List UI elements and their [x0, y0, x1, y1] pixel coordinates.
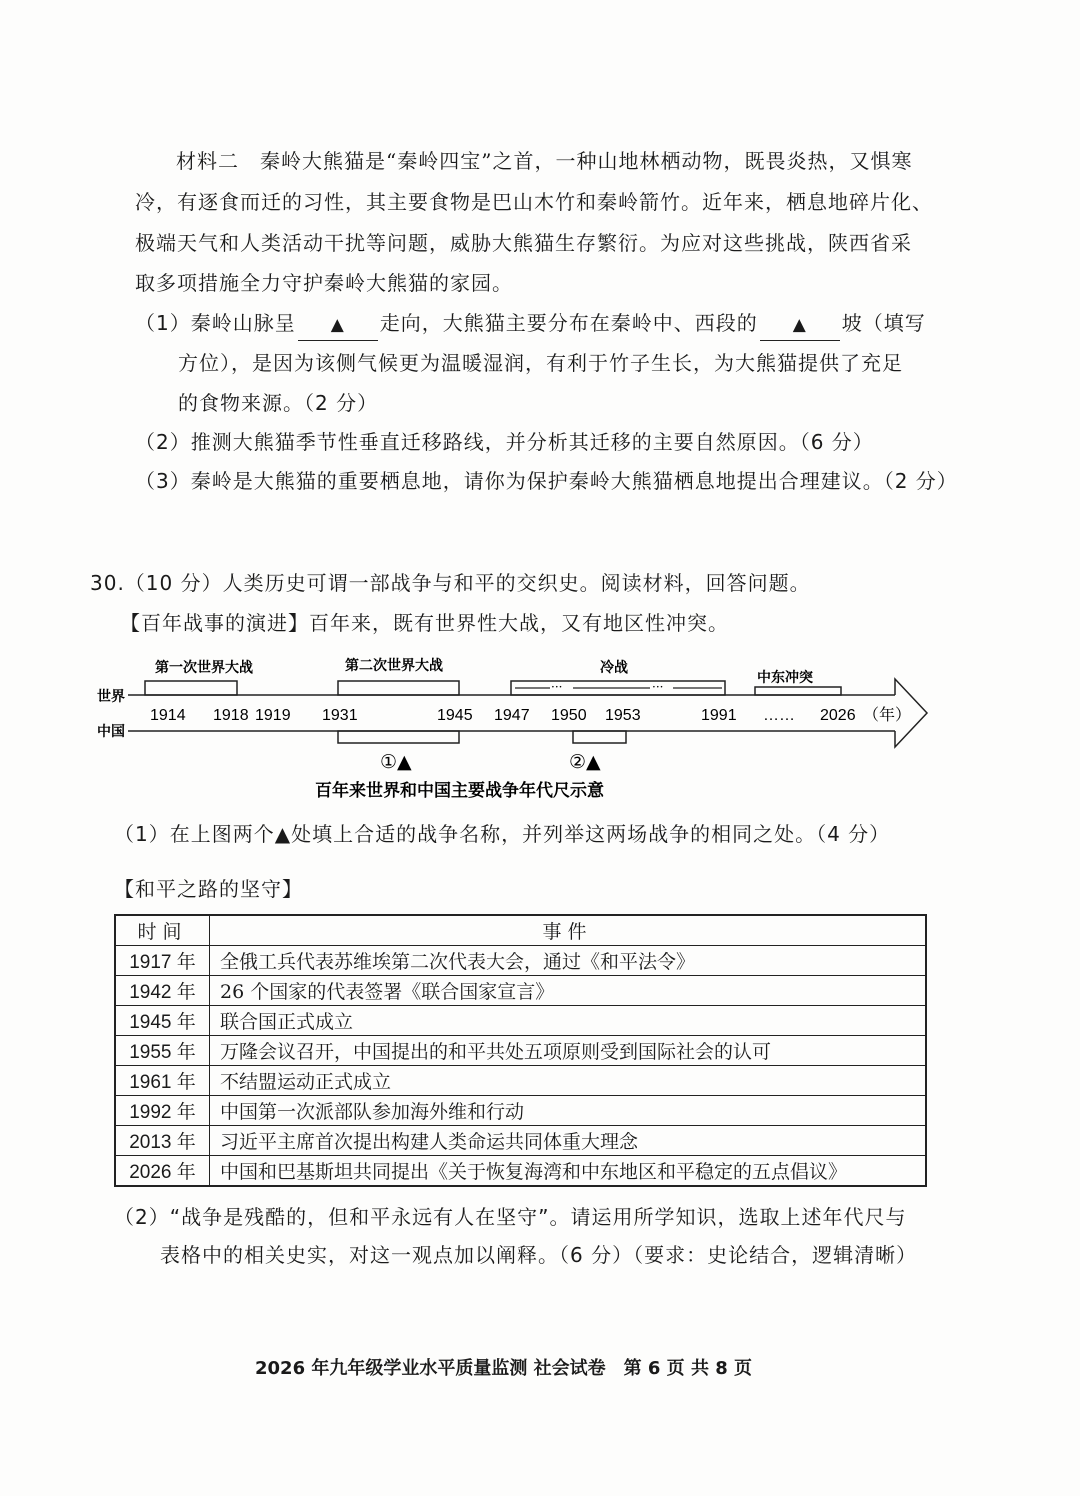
year-unit: 年 [176, 981, 196, 1003]
page-footer: 2026 年九年级学业水平质量监测 社会试卷 第 6 页 共 8 页 [255, 1358, 753, 1379]
year-1914: 1914 [150, 707, 186, 724]
year-value: 1917 [129, 952, 172, 973]
answer-blank-direction[interactable] [298, 308, 378, 341]
q29-sub1-text-c: 坡（填写 [841, 311, 926, 335]
row-event: 26 个国家的代表签署《联合国家宣言》 [210, 976, 927, 1006]
timeline-caption: 百年来世界和中国主要战争年代尺示意 [315, 781, 604, 801]
q29-sub1-text-a: （1）秦岭山脉呈 [135, 311, 296, 335]
wwii-span [338, 681, 459, 695]
label-cold-war: 冷战 [600, 660, 628, 676]
row-year [115, 976, 210, 1006]
q29-sub3: （3）秦岭是大熊猫的重要栖息地，请你为保护秦岭大熊猫栖息地提出合理建议。（2 分） [135, 469, 958, 493]
year-value: 1992 [129, 1102, 172, 1123]
year-unit: 年 [176, 1041, 196, 1063]
table-row [115, 1036, 926, 1066]
row-event: 中国第一次派部队参加海外维和行动 [210, 1096, 927, 1126]
year-unit: 年 [176, 1071, 196, 1093]
row-year [115, 1036, 210, 1066]
table-row [115, 1006, 926, 1036]
material2-line-1: 材料二 秦岭大熊猫是“秦岭四宝”之首，一种山地林栖动物，既畏炎热，又惧寒 [176, 149, 913, 173]
table-row [115, 1066, 926, 1096]
row-event: 全俄工兵代表苏维埃第二次代表大会，通过《和平法令》 [210, 946, 927, 976]
label-wwi: 第一次世界大战 [155, 660, 253, 676]
table-header-row [115, 915, 926, 946]
wwi-span [145, 681, 237, 695]
year-unit: （年） [863, 707, 912, 724]
row-event: 习近平主席首次提出构建人类命运共同体重大理念 [210, 1126, 927, 1156]
q29-sub1-line1 [135, 308, 926, 341]
year-value: 2013 [129, 1132, 172, 1153]
material2-line-3: 极端天气和人类活动干扰等问题，威胁大熊猫生存繁衍。为应对这些挑战，陕西省采 [135, 231, 912, 255]
table-row [115, 1096, 926, 1126]
year-value: 2026 [129, 1162, 172, 1183]
year-unit: 年 [176, 1131, 196, 1153]
row-year [115, 1096, 210, 1126]
q30-sub2-line2: 表格中的相关史实，对这一观点加以阐释。（6 分）（要求：史论结合，逻辑清晰） [160, 1243, 918, 1267]
year-2026: 2026 [820, 707, 856, 724]
row-year [115, 1126, 210, 1156]
year-value: 1961 [129, 1072, 172, 1093]
row-year [115, 1156, 210, 1187]
q30-sub2-line1: （2）“战争是残酷的，但和平永远有人在坚守”。请运用所学知识，选取上述年代尺与 [114, 1205, 907, 1229]
label-middle-east: 中东冲突 [757, 670, 813, 686]
year-1947: 1947 [494, 707, 530, 724]
year-value: 1955 [129, 1042, 172, 1063]
header-time: 时间 [115, 915, 210, 946]
table-row [115, 976, 926, 1006]
triangle-marker: ▲ [330, 315, 345, 335]
table-row [115, 1156, 926, 1187]
year-value: 1945 [129, 1012, 172, 1033]
year-value: 1942 [129, 982, 172, 1003]
cold-war-dots-1: ··· [551, 680, 563, 694]
row-event: 中国和巴基斯坦共同提出《关于恢复海湾和中东地区和平稳定的五点倡议》 [210, 1156, 927, 1187]
timeline-row-china: 中国 [97, 724, 125, 740]
table-row [115, 1126, 926, 1156]
q30-sub1: （1）在上图两个▲处填上合适的战争名称，并列举这两场战争的相同之处。（4 分） [114, 822, 891, 846]
q29-sub1-line3: 的食物来源。（2 分） [178, 391, 379, 415]
year-1953: 1953 [605, 707, 641, 724]
year-1991: 1991 [701, 707, 737, 724]
answer-blank-slope[interactable] [760, 308, 840, 341]
q29-sub2: （2）推测大熊猫季节性垂直迁移路线，并分析其迁移的主要自然原因。（6 分） [135, 430, 874, 454]
year-1919: 1919 [255, 707, 291, 724]
label-wwii: 第二次世界大战 [345, 658, 443, 674]
row-event: 万隆会议召开，中国提出的和平共处五项原则受到国际社会的认可 [210, 1036, 927, 1066]
row-event: 联合国正式成立 [210, 1006, 927, 1036]
timeline-row-world: 世界 [97, 689, 125, 705]
answer-mark-2[interactable]: ②▲ [569, 751, 601, 773]
row-year [115, 946, 210, 976]
peace-events-table [114, 914, 927, 1187]
material2-line-4: 取多项措施全力守护秦岭大熊猫的家园。 [135, 271, 513, 295]
china-war-2-span [573, 731, 626, 743]
row-year [115, 1006, 210, 1036]
china-war-1-span [338, 731, 459, 743]
year-unit: 年 [176, 1101, 196, 1123]
year-1918: 1918 [213, 707, 249, 724]
cold-war-dots-2: ··· [652, 680, 664, 694]
triangle-marker: ▲ [792, 315, 807, 335]
row-year [115, 1066, 210, 1096]
table-row [115, 946, 926, 976]
year-unit: 年 [176, 1011, 196, 1033]
material2-line-2: 冷，有逐食而迁的习性，其主要食物是巴山木竹和秦岭箭竹。近年来，栖息地碎片化、 [135, 190, 933, 214]
middle-east-span [755, 687, 841, 695]
year-unit: 年 [176, 1161, 196, 1183]
ellipsis: …… [763, 707, 795, 724]
q30-intro: 30.（10 分）人类历史可谓一部战争与和平的交织史。阅读材料，回答问题。 [90, 571, 811, 595]
year-1931: 1931 [322, 707, 358, 724]
q30-section1-heading: 【百年战事的演进】百年来，既有世界性大战，又有地区性冲突。 [120, 611, 729, 635]
row-event: 不结盟运动正式成立 [210, 1066, 927, 1096]
answer-mark-1[interactable]: ①▲ [380, 751, 412, 773]
year-1950: 1950 [551, 707, 587, 724]
q30-section2-heading: 【和平之路的坚守】 [114, 877, 303, 901]
q29-sub1-text-b: 走向，大熊猫主要分布在秦岭中、西段的 [379, 311, 758, 335]
year-1945: 1945 [437, 707, 473, 724]
header-event: 事件 [210, 915, 927, 946]
war-timeline [95, 655, 940, 805]
q29-sub1-line2: 方位），是因为该侧气候更为温暖湿润，有利于竹子生长，为大熊猫提供了充足 [178, 351, 903, 375]
year-unit: 年 [176, 951, 196, 973]
